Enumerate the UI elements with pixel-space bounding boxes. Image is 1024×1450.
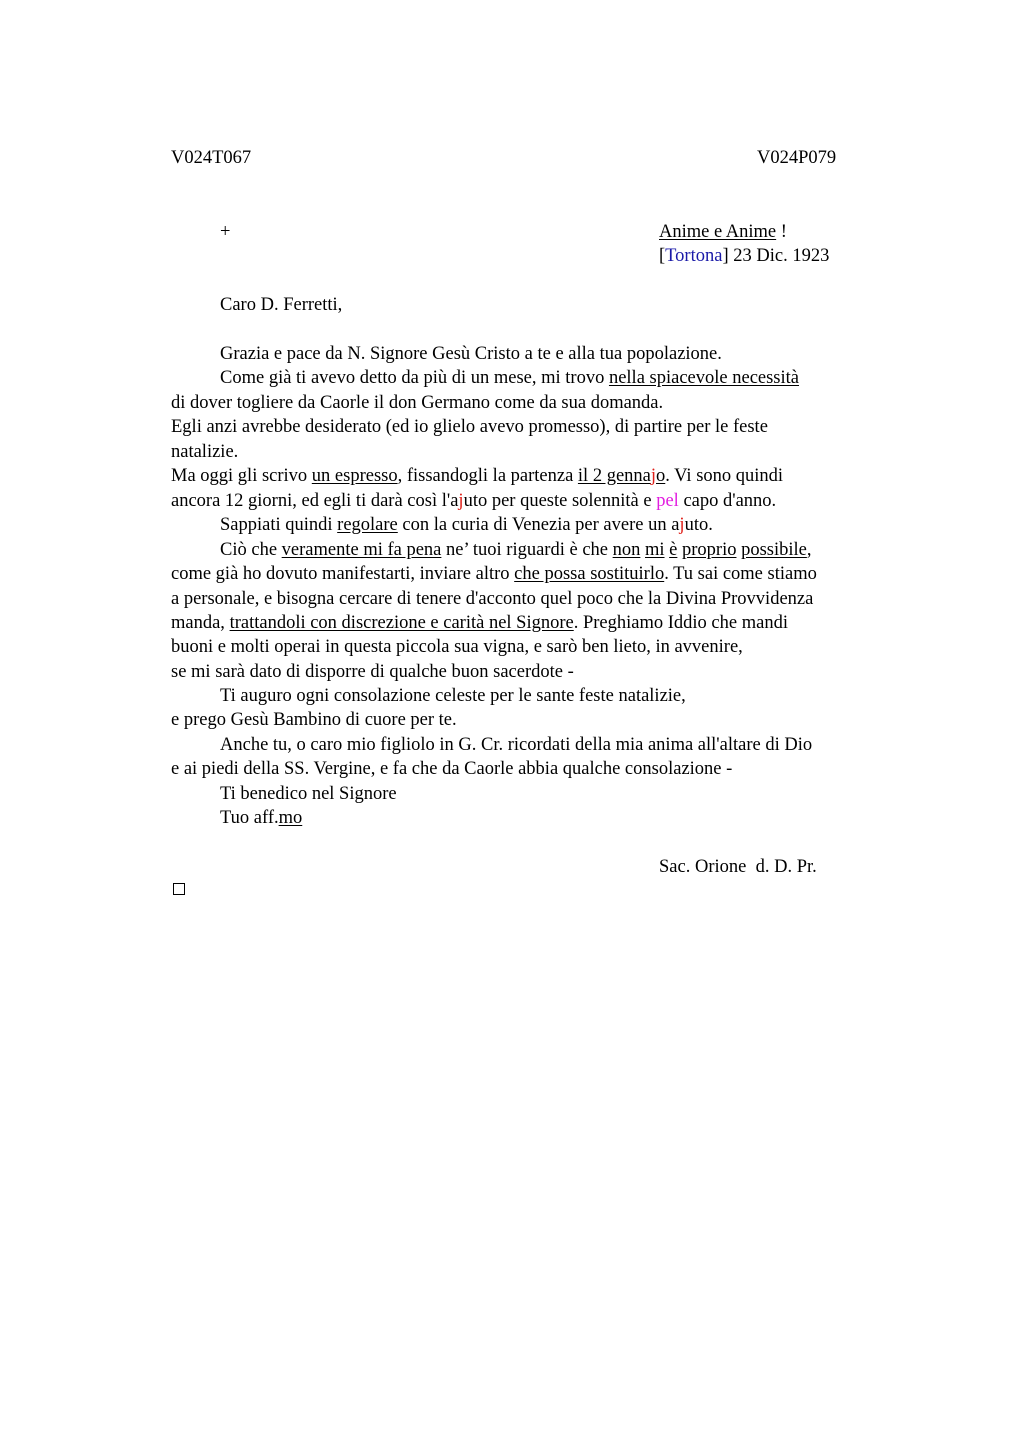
place-name: Tortona	[665, 246, 723, 266]
bracket-close: ]	[722, 246, 729, 266]
body-text: uto.	[684, 515, 713, 535]
body-text: Ciò che	[220, 540, 282, 560]
underlined-text: mi	[645, 540, 665, 560]
body-text: manda,	[171, 613, 230, 633]
underlined-text: regolare	[337, 515, 398, 535]
corrected-word: pel	[656, 491, 679, 511]
body-text: Come già ti avevo detto da più di un mese, mi trovo	[220, 368, 609, 388]
right-code: V024P079	[757, 148, 837, 168]
underlined-text: proprio	[682, 540, 737, 560]
body-line-17: Anche tu, o caro mio figliolo in G. Cr. ricordati della mia anima all'altare di Dio	[220, 735, 813, 755]
body-line-9	[220, 538, 812, 562]
bracket-open: [	[659, 246, 666, 266]
body-line-8	[220, 513, 713, 537]
body-line-1: Grazia e pace da N. Signore Gesù Cristo a te e alla tua popolazione.	[220, 344, 722, 364]
closing-line	[220, 806, 302, 830]
salutation: Caro D. Ferretti,	[220, 295, 343, 315]
corrected-letter: j	[458, 491, 464, 511]
body-line-13: buoni e molti operai in questa piccola sua vigna, e sarò ben lieto, in avvenire,	[171, 637, 743, 657]
signature: Sac. Orione d. D. Pr.	[659, 857, 817, 877]
body-text: Sappiati quindi	[220, 515, 338, 535]
body-line-16: e prego Gesù Bambino di cuore per te.	[171, 710, 457, 730]
underlined-text: che possa sostituirlo	[514, 564, 665, 584]
cross-mark: +	[220, 222, 231, 242]
corrected-letter: j	[650, 466, 657, 486]
body-line-11: a personale, e bisogna cercare di tenere d'acconto quel poco che la Divina Provvidenza	[171, 589, 814, 609]
body-text: . Tu sai come stiamo	[664, 564, 817, 584]
underlined-date	[578, 466, 665, 486]
body-line-18: e ai piedi della SS. Vergine, e fa che da Caorle abbia qualche consolazione -	[171, 759, 733, 779]
body-line-14: se mi sarà dato di disporre di qualche buon sacerdote -	[171, 662, 574, 682]
motto	[659, 220, 787, 244]
underlined-text: un espresso	[311, 466, 398, 486]
underlined-text: è	[669, 540, 678, 560]
square-mark	[173, 883, 185, 895]
underlined-text: possibile	[741, 540, 807, 560]
body-text: Tuo aff.	[220, 808, 279, 828]
body-line-5: natalizie.	[171, 442, 239, 462]
body-text: . Vi sono quindi	[665, 466, 784, 486]
body-text: con la curia di Venezia per avere un a	[397, 515, 680, 535]
place-date	[659, 244, 829, 268]
underlined-text: trattandoli con discrezione e carità nel Signore	[229, 613, 574, 633]
body-line-15: Ti auguro ogni consolazione celeste per le sante feste natalizie,	[220, 686, 686, 706]
body-text: ,	[806, 540, 812, 560]
body-text: . Preghiamo Iddio che mandi	[573, 613, 788, 633]
body-text: uto per queste solennità e	[463, 491, 657, 511]
motto-mark: !	[776, 222, 787, 242]
body-text: , fissandogli la partenza	[397, 466, 578, 486]
letter-date: 23 Dic. 1923	[728, 246, 830, 266]
body-line-12	[171, 611, 788, 635]
underlined-text: mo	[278, 808, 303, 828]
body-line-3: di dover togliere da Caorle il don Germano come da sua domanda.	[171, 393, 664, 413]
body-line-10	[171, 562, 817, 586]
body-text: ne’ tuoi riguardi è che	[441, 540, 613, 560]
body-text: capo d'anno.	[678, 491, 777, 511]
underlined-text: il 2 genna	[577, 466, 651, 486]
motto-text: Anime e Anime	[659, 222, 777, 242]
corrected-letter: j	[679, 515, 685, 535]
underlined-text: o	[656, 466, 666, 486]
underlined-text: veramente mi fa pena	[281, 540, 442, 560]
underlined-text: nella spiacevole necessità	[608, 368, 800, 388]
body-line-7	[171, 489, 776, 513]
body-line-4: Egli anzi avrebbe desiderato (ed io glielo avevo promesso), di partire per le feste	[171, 417, 768, 437]
underlined-text: non	[612, 540, 641, 560]
body-line-2	[220, 366, 799, 390]
body-text: Ma oggi gli scrivo	[171, 466, 312, 486]
left-code: V024T067	[171, 148, 252, 168]
body-line-6	[171, 464, 783, 488]
body-text: ancora 12 giorni, ed egli ti darà così l'a	[171, 491, 459, 511]
body-text: come già ho dovuto manifestarti, inviare altro	[171, 564, 515, 584]
body-line-19: Ti benedico nel Signore	[220, 784, 397, 804]
